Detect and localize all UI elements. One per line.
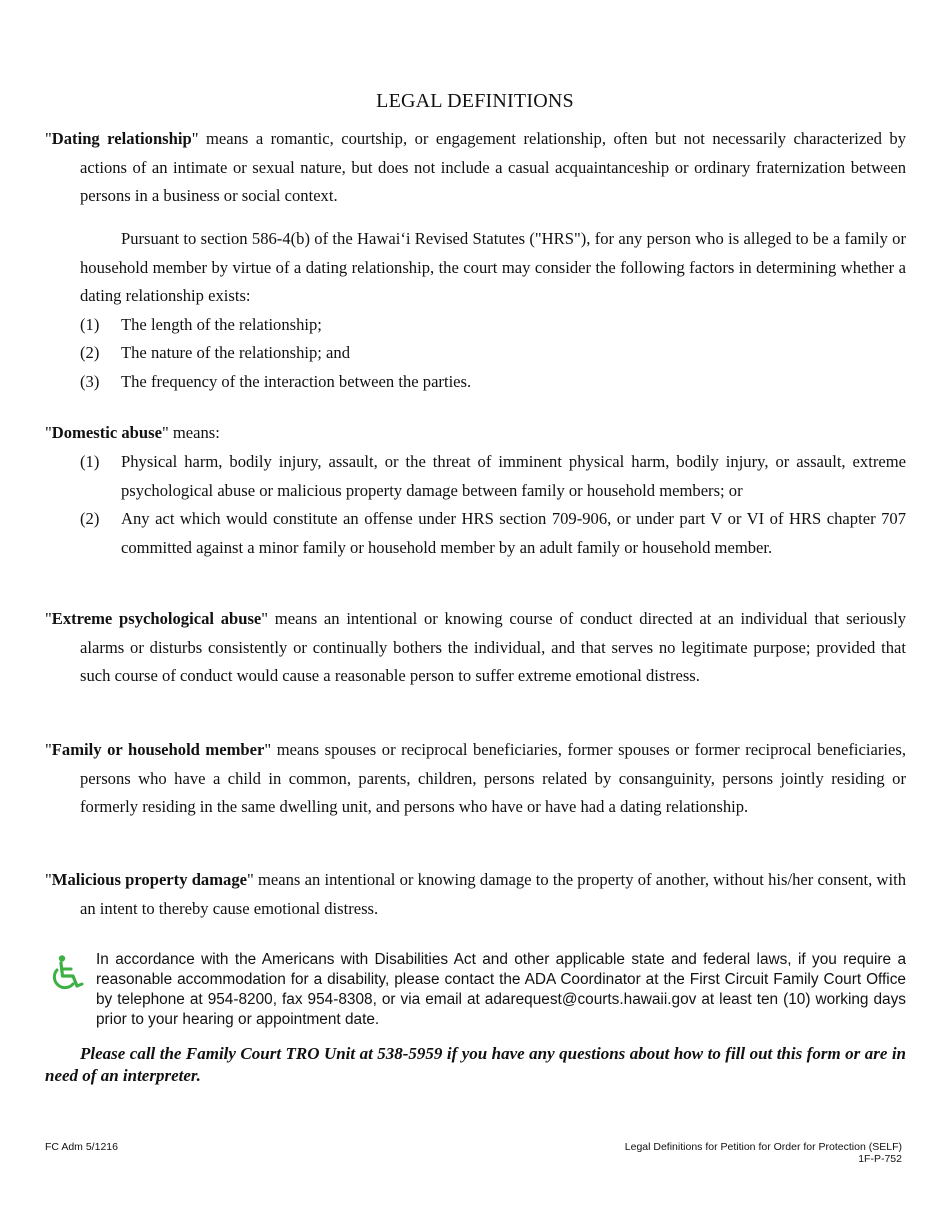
definition-text: means a romantic, courtship, or engagement relationship, often but not necessarily characterized by actions of an intimate or sexual nature, but does not include a casual acquaintanceship or ordinary fraternization between persons in a business or social context.: [80, 129, 906, 205]
list-text: The frequency of the interaction between the parties.: [121, 372, 472, 391]
form-footer-info: [625, 1141, 902, 1165]
form-code: FC Adm 5/1216: [45, 1141, 118, 1153]
form-number: 1F-P-752: [858, 1153, 902, 1165]
list-number: (2): [80, 509, 100, 528]
list-number: (3): [80, 372, 100, 391]
list-text: The length of the relationship;: [121, 315, 322, 334]
definition-domestic-abuse: "Domestic abuse" means:: [45, 423, 220, 442]
definition-family-household-member: "Family or household member" means spouses or reciprocal beneficiaries, former spouses or former reciprocal beneficiaries, persons who have a child in common, parents, children, persons related by consanguinity, persons jointly residing or formerly residing in the same dwelling unit, and persons who have or have had a dating relationship.: [45, 740, 906, 816]
term-extreme-psychological-abuse: Extreme psychological abuse: [51, 609, 262, 628]
wheelchair-accessibility-icon: [46, 954, 86, 992]
page-title: LEGAL DEFINITIONS: [376, 90, 574, 112]
term-malicious-property-damage: Malicious property damage: [51, 870, 248, 889]
list-text: The nature of the relationship; and: [121, 343, 351, 362]
list-number: (1): [80, 452, 100, 471]
definition-malicious-property-damage: "Malicious property damage" means an intentional or knowing damage to the property of another, without his/her consent, with an intent to thereby cause emotional distress.: [45, 870, 906, 918]
list-item: [80, 448, 906, 505]
list-item: [80, 505, 906, 562]
definition-dating-relationship: "Dating relationship" means a romantic, courtship, or engagement relationship, often but not necessarily characterized by actions of an intimate or sexual nature, but does not include a casual acquaintanceship or ordinary fraternization between persons in a business or social context.: [45, 129, 906, 205]
definition-text: means an intentional or knowing course of conduct directed at an individual that seriously alarms or disturbs consistently or continually bothers the individual, and that serves no legitimate purpose; provided that such course of conduct would cause a reasonable person to suffer extreme emotional distress.: [80, 609, 907, 685]
term-family-household-member: Family or household member: [51, 740, 265, 759]
list-number: (2): [80, 343, 100, 362]
form-title: Legal Definitions for Petition for Order for Protection (SELF): [624, 1141, 902, 1153]
term-domestic-abuse: Domestic abuse: [51, 423, 162, 442]
list-text: Any act which would constitute an offense under HRS section 709-906, or under part V or VI of HRS chapter 707 committed against a minor family or household member by an adult family or household member.: [121, 509, 906, 557]
definition-text: means an intentional or knowing damage to the property of another, without his/her consent, with an intent to thereby cause emotional distress.: [80, 870, 906, 918]
list-text: Physical harm, bodily injury, assault, or the threat of imminent physical harm, bodily injury, or assault, extreme psychological abuse or malicious property damage between family or household members; or: [121, 452, 906, 500]
list-item: [80, 311, 906, 340]
definition-text: means spouses or reciprocal beneficiaries, former spouses or former reciprocal beneficiaries, persons who have a child in common, parents, children, persons related by consanguinity, persons jointly residing or formerly residing in the same dwelling unit, and persons who have or have had a dating relationship.: [80, 740, 906, 816]
list-item: [80, 368, 906, 397]
definition-extreme-psychological-abuse: "Extreme psychological abuse" means an intentional or knowing course of conduct directed at an individual that seriously alarms or disturbs consistently or continually bothers the individual, and that serves no legitimate purpose; provided that such course of conduct would cause a reasonable person to suffer extreme emotional distress.: [45, 609, 907, 685]
ada-notice: In accordance with the Americans with Disabilities Act and other applicable state and federal laws, if you require a reasonable accommodation for a disability, please contact the ADA Coordinator at the First Circuit Family Court Office by telephone at 954-8200, fax 954-8308, or via email at adarequest@courts.hawaii.gov at least ten (10) working days prior to your hearing or appointment date.: [96, 951, 906, 1028]
list-number: (1): [80, 315, 100, 334]
definition-text: means:: [168, 423, 220, 442]
list-item: [80, 339, 906, 368]
tro-unit-call-note: Please call the Family Court TRO Unit at 538-5959 if you have any questions about how to fill out this form or are in need of an interpreter.: [45, 1044, 906, 1085]
pursuant-paragraph: Pursuant to section 586-4(b) of the Hawai‘i Revised Statutes ("HRS"), for any person who is alleged to be a family or household member by virtue of a dating relationship, the court may consider the following factors in determining whether a dating relationship exists:: [80, 229, 906, 305]
term-dating-relationship: Dating relationship: [51, 129, 192, 148]
